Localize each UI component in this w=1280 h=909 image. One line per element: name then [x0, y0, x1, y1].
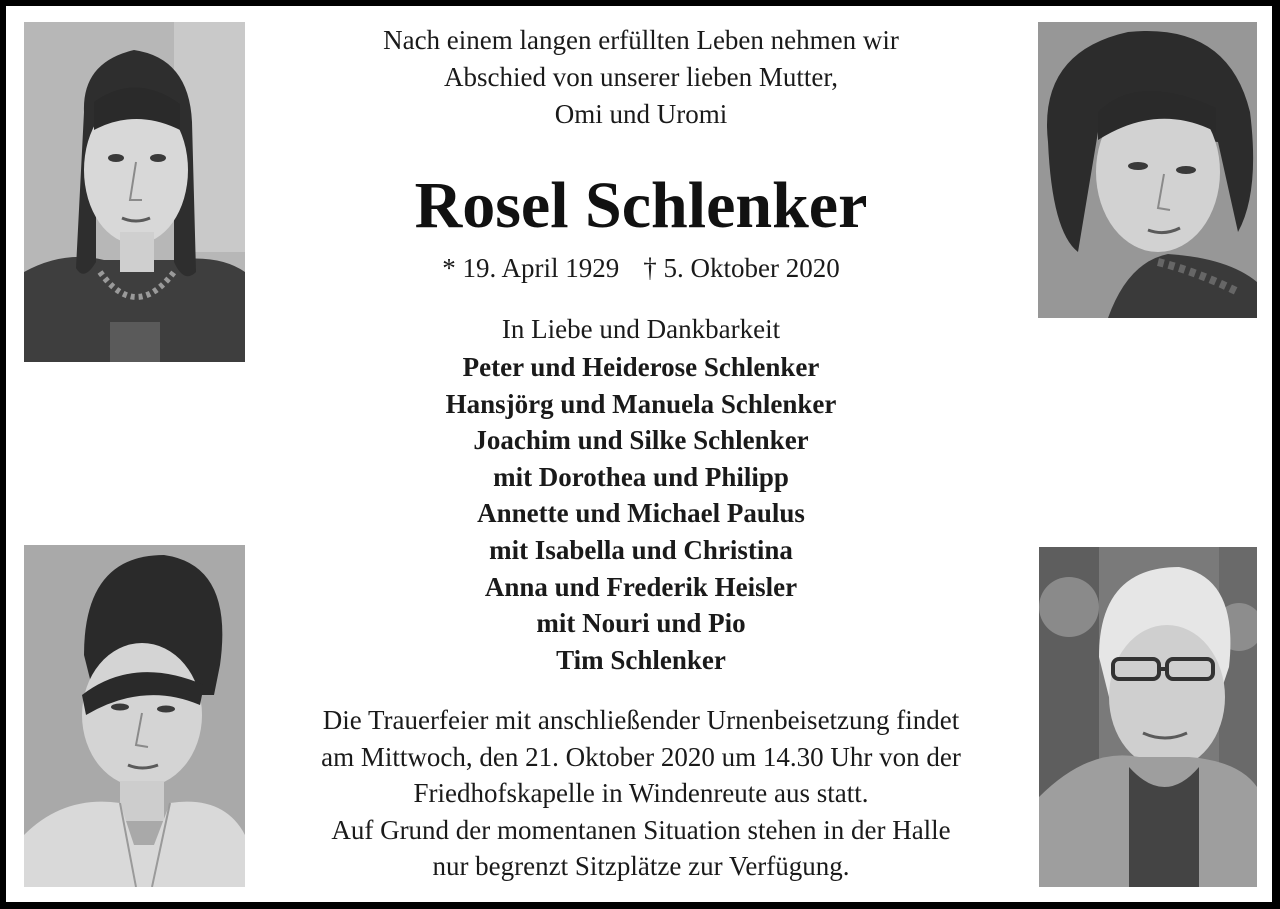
family-member: Joachim und Silke Schlenker	[473, 425, 809, 456]
family-list	[256, 349, 1026, 678]
family-member: mit Dorothea und Philipp	[493, 461, 789, 492]
obituary-notice	[6, 6, 1272, 902]
family-member: mit Nouri und Pio	[536, 608, 746, 639]
portrait-photo-elderly-woman	[1039, 547, 1257, 887]
family-member: Tim Schlenker	[556, 644, 726, 675]
intro-line: Abschied von unserer lieben Mutter,	[443, 62, 839, 92]
portrait-photo-woman-updo	[24, 545, 245, 887]
family-member: Anna und Frederik Heisler	[484, 571, 798, 602]
service-line: nur begrenzt Sitzplätze zur Verfügung.	[432, 851, 850, 881]
death-date: † 5. Oktober 2020	[643, 253, 840, 283]
birth-date: * 19. April 1929	[442, 253, 620, 283]
funeral-service-info	[256, 702, 1026, 885]
intro-line: Omi und Uromi	[554, 99, 728, 129]
deceased-name: Rosel Schlenker	[414, 169, 868, 242]
family-member: Peter und Heiderose Schlenker	[462, 352, 820, 382]
intro-text	[256, 22, 1026, 133]
service-line: Die Trauerfeier mit anschließender Urnenbeisetzung findet	[322, 705, 960, 735]
portrait-photo-young-woman	[1038, 22, 1257, 318]
life-dates	[256, 250, 1026, 286]
service-line: Friedhofskapelle in Windenreute aus statt.	[413, 778, 869, 808]
family-member: Hansjörg und Manuela Schlenker	[445, 388, 837, 419]
mourning-line: In Liebe und Dankbarkeit	[501, 314, 781, 344]
service-line: am Mittwoch, den 21. Oktober 2020 um 14.30 Uhr von der	[321, 741, 961, 772]
family-member: mit Isabella und Christina	[489, 534, 793, 565]
intro-line: Nach einem langen erfüllten Leben nehmen wir	[383, 25, 899, 55]
family-member: Annette und Michael Paulus	[477, 498, 805, 529]
service-line: Auf Grund der momentanen Situation stehen in der Halle	[331, 814, 951, 845]
portrait-photo-girl-braids	[24, 22, 245, 362]
